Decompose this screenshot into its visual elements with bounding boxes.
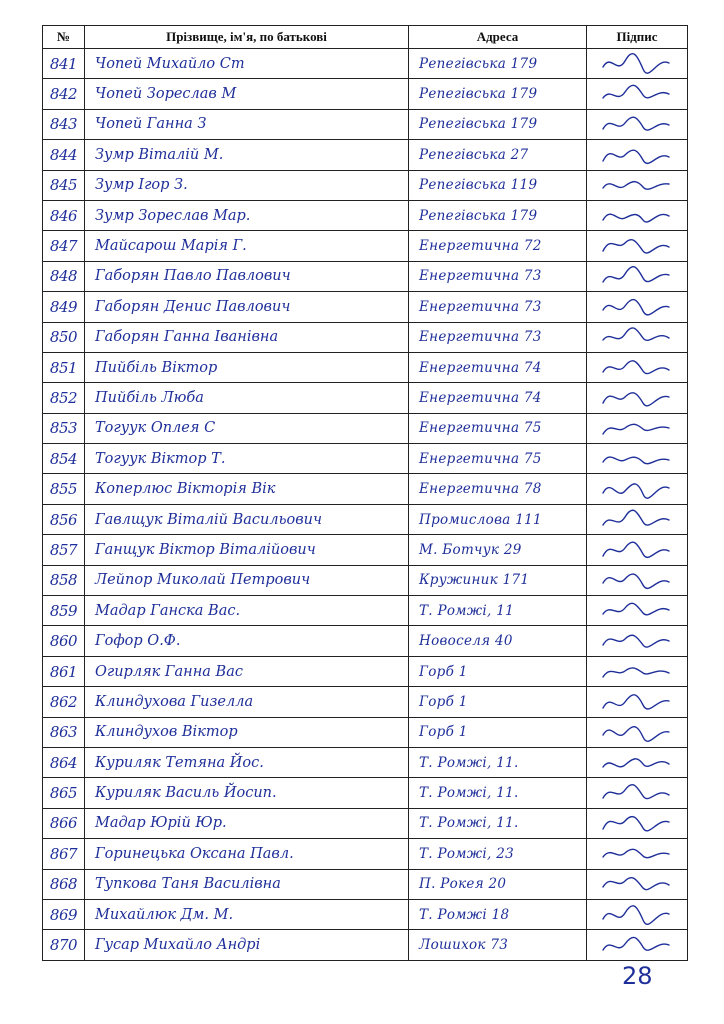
table-row xyxy=(43,474,688,504)
row-address: Енергетична 73 xyxy=(409,292,587,322)
signature-scribble xyxy=(597,324,677,350)
row-name: Михайлюк Дм. М. xyxy=(85,899,409,929)
row-number: 855 xyxy=(43,474,85,504)
row-number: 844 xyxy=(43,140,85,170)
signature-scribble xyxy=(597,719,677,745)
signature-scribble xyxy=(597,537,677,563)
table-row xyxy=(43,444,688,474)
signature-scribble xyxy=(597,507,677,533)
row-number: 851 xyxy=(43,352,85,382)
row-name: Тогуук Оплея С xyxy=(85,413,409,443)
signature-scribble xyxy=(597,415,677,441)
row-signature xyxy=(587,413,688,443)
row-address: Т. Ромжі, 11. xyxy=(409,747,587,777)
table-row xyxy=(43,231,688,261)
row-name: Чопей Зореслав М xyxy=(85,79,409,109)
row-signature xyxy=(587,687,688,717)
signature-scribble xyxy=(597,871,677,897)
row-address: Енергетична 74 xyxy=(409,383,587,413)
row-address: Горб 1 xyxy=(409,656,587,686)
row-name: Чопей Михайло Ст xyxy=(85,49,409,79)
row-address: Т. Ромжі, 23 xyxy=(409,839,587,869)
row-number: 859 xyxy=(43,596,85,626)
row-address: Енергетична 72 xyxy=(409,231,587,261)
header-name: Прізвище, ім'я, по батькові xyxy=(85,26,409,49)
row-signature xyxy=(587,383,688,413)
row-name: Гавлщук Віталій Васильович xyxy=(85,504,409,534)
signature-scribble xyxy=(597,172,677,198)
signature-scribble xyxy=(597,203,677,229)
header-address: Адреса xyxy=(409,26,587,49)
row-number: 863 xyxy=(43,717,85,747)
row-signature xyxy=(587,231,688,261)
row-name: Мадар Юрій Юр. xyxy=(85,808,409,838)
row-name: Габорян Денис Павлович xyxy=(85,292,409,322)
row-address: Репегівська 179 xyxy=(409,49,587,79)
row-address: Новоселя 40 xyxy=(409,626,587,656)
row-signature xyxy=(587,930,688,960)
signature-scribble xyxy=(597,932,677,958)
row-signature xyxy=(587,656,688,686)
row-number: 857 xyxy=(43,535,85,565)
table-row xyxy=(43,808,688,838)
row-name: Пийбіль Люба xyxy=(85,383,409,413)
table-row xyxy=(43,656,688,686)
signature-scribble xyxy=(597,780,677,806)
table-row xyxy=(43,687,688,717)
row-number: 865 xyxy=(43,778,85,808)
row-address: Т. Ромжі, 11 xyxy=(409,596,587,626)
row-number: 852 xyxy=(43,383,85,413)
table-row xyxy=(43,869,688,899)
row-signature xyxy=(587,79,688,109)
row-address: Т. Ромжі 18 xyxy=(409,899,587,929)
row-name: Клиндухова Гизелла xyxy=(85,687,409,717)
signature-scribble xyxy=(597,810,677,836)
row-address: Кружиник 171 xyxy=(409,565,587,595)
signature-sheet xyxy=(42,25,687,961)
row-name: Куриляк Тетяна Йос. xyxy=(85,747,409,777)
table-row xyxy=(43,200,688,230)
signature-scribble xyxy=(597,294,677,320)
signature-scribble xyxy=(597,476,677,502)
signature-scribble xyxy=(597,355,677,381)
table-row xyxy=(43,170,688,200)
row-signature xyxy=(587,292,688,322)
table-row xyxy=(43,383,688,413)
row-number: 866 xyxy=(43,808,85,838)
row-address: Промислова 111 xyxy=(409,504,587,534)
signature-scribble xyxy=(597,689,677,715)
row-address: Енергетична 73 xyxy=(409,261,587,291)
row-address: Енергетична 73 xyxy=(409,322,587,352)
row-number: 864 xyxy=(43,747,85,777)
row-signature xyxy=(587,899,688,929)
signature-scribble xyxy=(597,628,677,654)
signature-scribble xyxy=(597,81,677,107)
row-address: Лошихок 73 xyxy=(409,930,587,960)
row-number: 841 xyxy=(43,49,85,79)
row-address: Репегівська 179 xyxy=(409,200,587,230)
row-name: Тогуук Віктор Т. xyxy=(85,444,409,474)
table-row xyxy=(43,930,688,960)
row-number: 843 xyxy=(43,109,85,139)
row-address: Т. Ромжі, 11. xyxy=(409,808,587,838)
row-address: Репегівська 179 xyxy=(409,79,587,109)
signature-scribble xyxy=(597,841,677,867)
signature-scribble xyxy=(597,567,677,593)
row-number: 842 xyxy=(43,79,85,109)
row-number: 846 xyxy=(43,200,85,230)
row-number: 862 xyxy=(43,687,85,717)
row-signature xyxy=(587,49,688,79)
signature-scribble xyxy=(597,659,677,685)
row-signature xyxy=(587,626,688,656)
row-name: Зумр Ігор З. xyxy=(85,170,409,200)
row-name: Коперлюс Вікторія Вік xyxy=(85,474,409,504)
row-address: Горб 1 xyxy=(409,717,587,747)
row-signature xyxy=(587,170,688,200)
row-name: Чопей Ганна З xyxy=(85,109,409,139)
row-name: Гофор О.Ф. xyxy=(85,626,409,656)
row-address: П. Рокея 20 xyxy=(409,869,587,899)
table-row xyxy=(43,79,688,109)
table-row xyxy=(43,626,688,656)
header-signature: Підпис xyxy=(587,26,688,49)
row-name: Лейпор Миколай Петрович xyxy=(85,565,409,595)
table-row xyxy=(43,292,688,322)
signature-table xyxy=(42,25,688,961)
row-number: 868 xyxy=(43,869,85,899)
table-row xyxy=(43,109,688,139)
row-address: Репегівська 27 xyxy=(409,140,587,170)
signature-scribble xyxy=(597,902,677,928)
row-signature xyxy=(587,535,688,565)
row-signature xyxy=(587,474,688,504)
row-signature xyxy=(587,444,688,474)
header-number: № xyxy=(43,26,85,49)
signature-scribble xyxy=(597,598,677,624)
row-name: Тупкова Таня Василівна xyxy=(85,869,409,899)
row-signature xyxy=(587,565,688,595)
row-address: Енергетична 75 xyxy=(409,413,587,443)
row-number: 845 xyxy=(43,170,85,200)
row-name: Мадар Ганска Вас. xyxy=(85,596,409,626)
row-name: Огирляк Ганна Вас xyxy=(85,656,409,686)
signature-scribble xyxy=(597,385,677,411)
table-row xyxy=(43,140,688,170)
row-address: Репегівська 119 xyxy=(409,170,587,200)
table-row xyxy=(43,747,688,777)
row-name: Габорян Павло Павлович xyxy=(85,261,409,291)
row-name: Зумр Зореслав Мар. xyxy=(85,200,409,230)
row-number: 849 xyxy=(43,292,85,322)
row-address: Енергетична 74 xyxy=(409,352,587,382)
row-signature xyxy=(587,869,688,899)
signature-scribble xyxy=(597,750,677,776)
row-name: Зумр Віталій М. xyxy=(85,140,409,170)
row-signature xyxy=(587,504,688,534)
row-name: Пийбіль Віктор xyxy=(85,352,409,382)
row-address: Т. Ромжі, 11. xyxy=(409,778,587,808)
row-address: Енергетична 75 xyxy=(409,444,587,474)
table-body xyxy=(43,49,688,961)
row-name: Габорян Ганна Іванівна xyxy=(85,322,409,352)
row-signature xyxy=(587,352,688,382)
signature-scribble xyxy=(597,111,677,137)
row-signature xyxy=(587,596,688,626)
row-signature xyxy=(587,778,688,808)
table-header-row xyxy=(43,26,688,49)
table-row xyxy=(43,717,688,747)
table-row xyxy=(43,565,688,595)
row-name: Ганщук Віктор Віталійович xyxy=(85,535,409,565)
row-name: Куриляк Василь Йосип. xyxy=(85,778,409,808)
table-row xyxy=(43,49,688,79)
row-signature xyxy=(587,140,688,170)
table-row xyxy=(43,413,688,443)
row-name: Майсарош Марія Г. xyxy=(85,231,409,261)
page-number: 28 xyxy=(622,962,653,990)
row-number: 869 xyxy=(43,899,85,929)
table-row xyxy=(43,322,688,352)
row-name: Горинецька Оксана Павл. xyxy=(85,839,409,869)
table-row xyxy=(43,535,688,565)
row-number: 853 xyxy=(43,413,85,443)
row-address: М. Ботчук 29 xyxy=(409,535,587,565)
row-number: 856 xyxy=(43,504,85,534)
table-row xyxy=(43,778,688,808)
row-signature xyxy=(587,839,688,869)
table-row xyxy=(43,596,688,626)
signature-scribble xyxy=(597,263,677,289)
row-signature xyxy=(587,717,688,747)
table-row xyxy=(43,261,688,291)
table-row xyxy=(43,839,688,869)
row-signature xyxy=(587,200,688,230)
row-address: Горб 1 xyxy=(409,687,587,717)
row-number: 858 xyxy=(43,565,85,595)
row-number: 870 xyxy=(43,930,85,960)
signature-scribble xyxy=(597,51,677,77)
row-signature xyxy=(587,808,688,838)
row-signature xyxy=(587,322,688,352)
row-number: 860 xyxy=(43,626,85,656)
row-name: Гусар Михайло Андрі xyxy=(85,930,409,960)
row-signature xyxy=(587,747,688,777)
row-name: Клиндухов Віктор xyxy=(85,717,409,747)
row-number: 854 xyxy=(43,444,85,474)
row-number: 850 xyxy=(43,322,85,352)
row-signature xyxy=(587,109,688,139)
row-number: 867 xyxy=(43,839,85,869)
row-signature xyxy=(587,261,688,291)
row-number: 847 xyxy=(43,231,85,261)
row-number: 861 xyxy=(43,656,85,686)
signature-scribble xyxy=(597,446,677,472)
row-address: Енергетична 78 xyxy=(409,474,587,504)
row-address: Репегівська 179 xyxy=(409,109,587,139)
table-row xyxy=(43,899,688,929)
row-number: 848 xyxy=(43,261,85,291)
table-row xyxy=(43,504,688,534)
signature-scribble xyxy=(597,142,677,168)
signature-scribble xyxy=(597,233,677,259)
table-row xyxy=(43,352,688,382)
